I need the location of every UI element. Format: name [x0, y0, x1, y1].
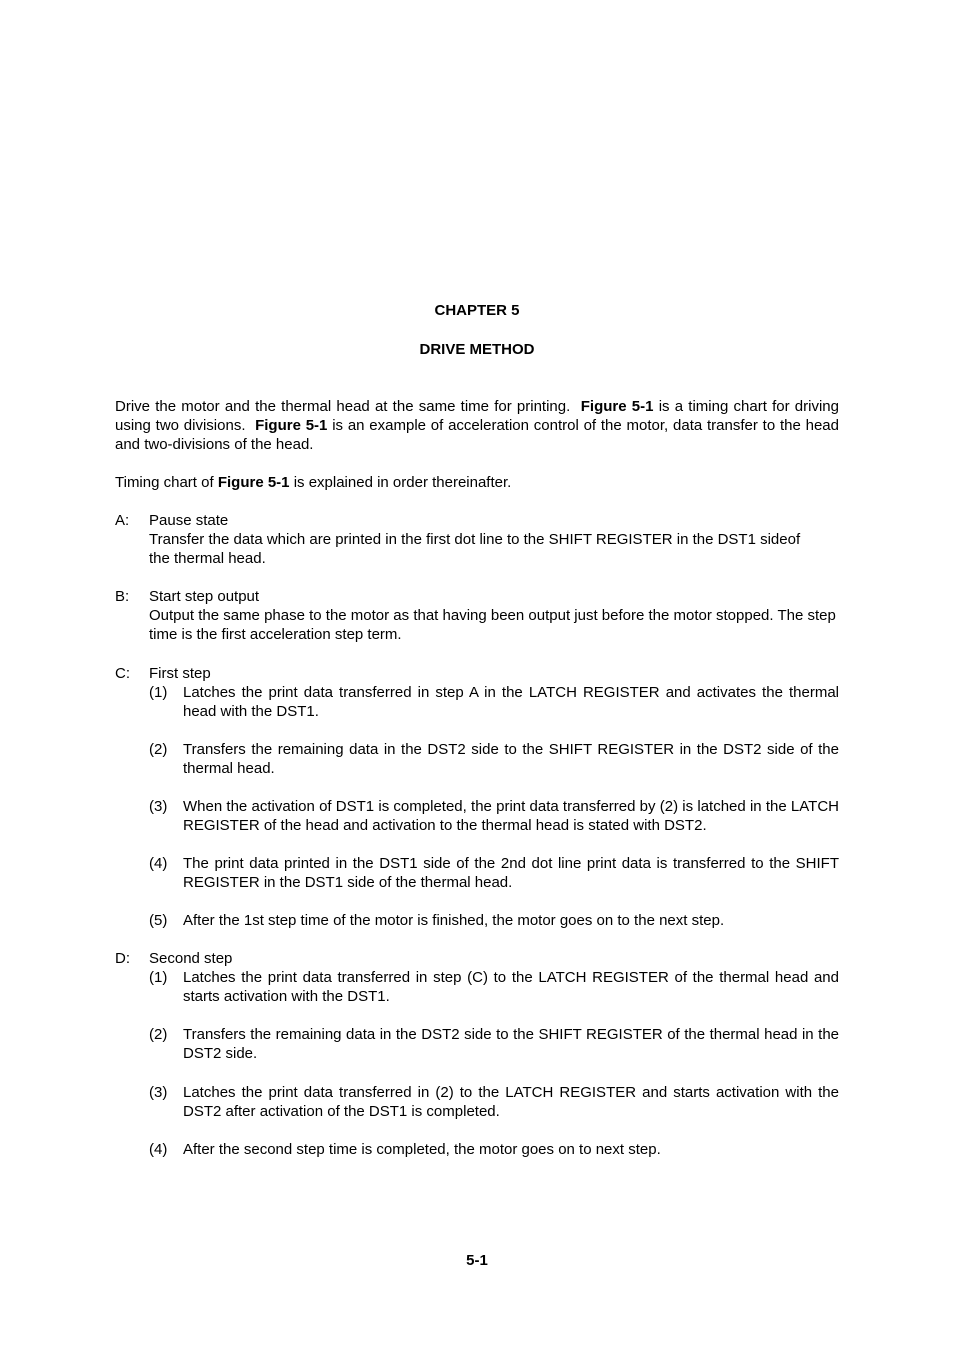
section-body: Output the same phase to the motor as that having been output just before the motor stopped. The step time is the first acceleration step term.	[149, 607, 836, 643]
section-letter: B:	[115, 588, 130, 605]
intro-text-2: is a timing chart for driving using two divisions.	[115, 398, 839, 434]
timing-text-2: is explained in order thereinafter.	[293, 474, 512, 491]
intro-text-3: is an example of acceleration control of the motor, data transfer to the head and two-divisions of the head.	[115, 417, 839, 453]
item-number: (4)	[149, 1141, 168, 1158]
section-title: Pause state	[149, 512, 229, 529]
item-text: Transfers the remaining data in the DST2 side to the SHIFT REGISTER of the thermal head in the DST2 side.	[183, 1026, 839, 1062]
item-number: (3)	[149, 798, 168, 815]
item-text: After the 1st step time of the motor is finished, the motor goes on to the next step.	[183, 912, 725, 929]
section-title: Second step	[149, 950, 233, 967]
intro-paragraph	[115, 397, 839, 454]
item-text: Transfers the remaining data in the DST2 side to the SHIFT REGISTER in the DST2 side of the thermal head.	[183, 741, 839, 777]
timing-paragraph	[115, 473, 839, 492]
timing-text-1: Timing chart of	[115, 474, 214, 491]
item-text: Latches the print data transferred in step (C) to the LATCH REGISTER of the thermal head and starts activation with the DST1.	[183, 969, 839, 1005]
item-text: When the activation of DST1 is completed, the print data transferred by (2) is latched in the LATCH REGISTER of the head and activation to the thermal head is stated with DST2.	[183, 798, 839, 834]
figure-reference: Figure 5-1	[255, 417, 328, 434]
item-number: (2)	[149, 1026, 168, 1043]
item-text: The print data printed in the DST1 side of the 2nd dot line print data is transferred to the SHIFT REGISTER in the DST1 side of the thermal head.	[183, 855, 839, 891]
section-letter: D:	[115, 950, 130, 967]
item-number: (1)	[149, 684, 168, 701]
section-letter: A:	[115, 512, 130, 529]
page-title: DRIVE METHOD	[419, 341, 535, 358]
item-number: (3)	[149, 1084, 168, 1101]
section-body: Transfer the data which are printed in the first dot line to the SHIFT REGISTER in the DST1 sideof the thermal head.	[149, 531, 801, 567]
item-number: (4)	[149, 855, 168, 872]
chapter-heading: CHAPTER 5	[434, 302, 520, 319]
item-number: (2)	[149, 741, 168, 758]
item-text: Latches the print data transferred in step A in the LATCH REGISTER and activates the thermal head with the DST1.	[183, 684, 839, 720]
item-text: After the second step time is completed, the motor goes on to next step.	[183, 1141, 661, 1158]
page-number: 5-1	[466, 1252, 488, 1269]
figure-reference: Figure 5-1	[580, 398, 654, 415]
figure-reference: Figure 5-1	[217, 474, 290, 491]
item-number: (1)	[149, 969, 168, 986]
intro-text-1: Drive the motor and the thermal head at the same time for printing.	[115, 398, 571, 415]
section-letter: C:	[115, 665, 130, 682]
item-number: (5)	[149, 912, 168, 929]
section-title: First step	[149, 665, 211, 682]
section-title: Start step output	[149, 588, 260, 605]
item-text: Latches the print data transferred in (2) to the LATCH REGISTER and starts activation with the DST2 after activation of the DST1 is completed.	[183, 1084, 839, 1120]
